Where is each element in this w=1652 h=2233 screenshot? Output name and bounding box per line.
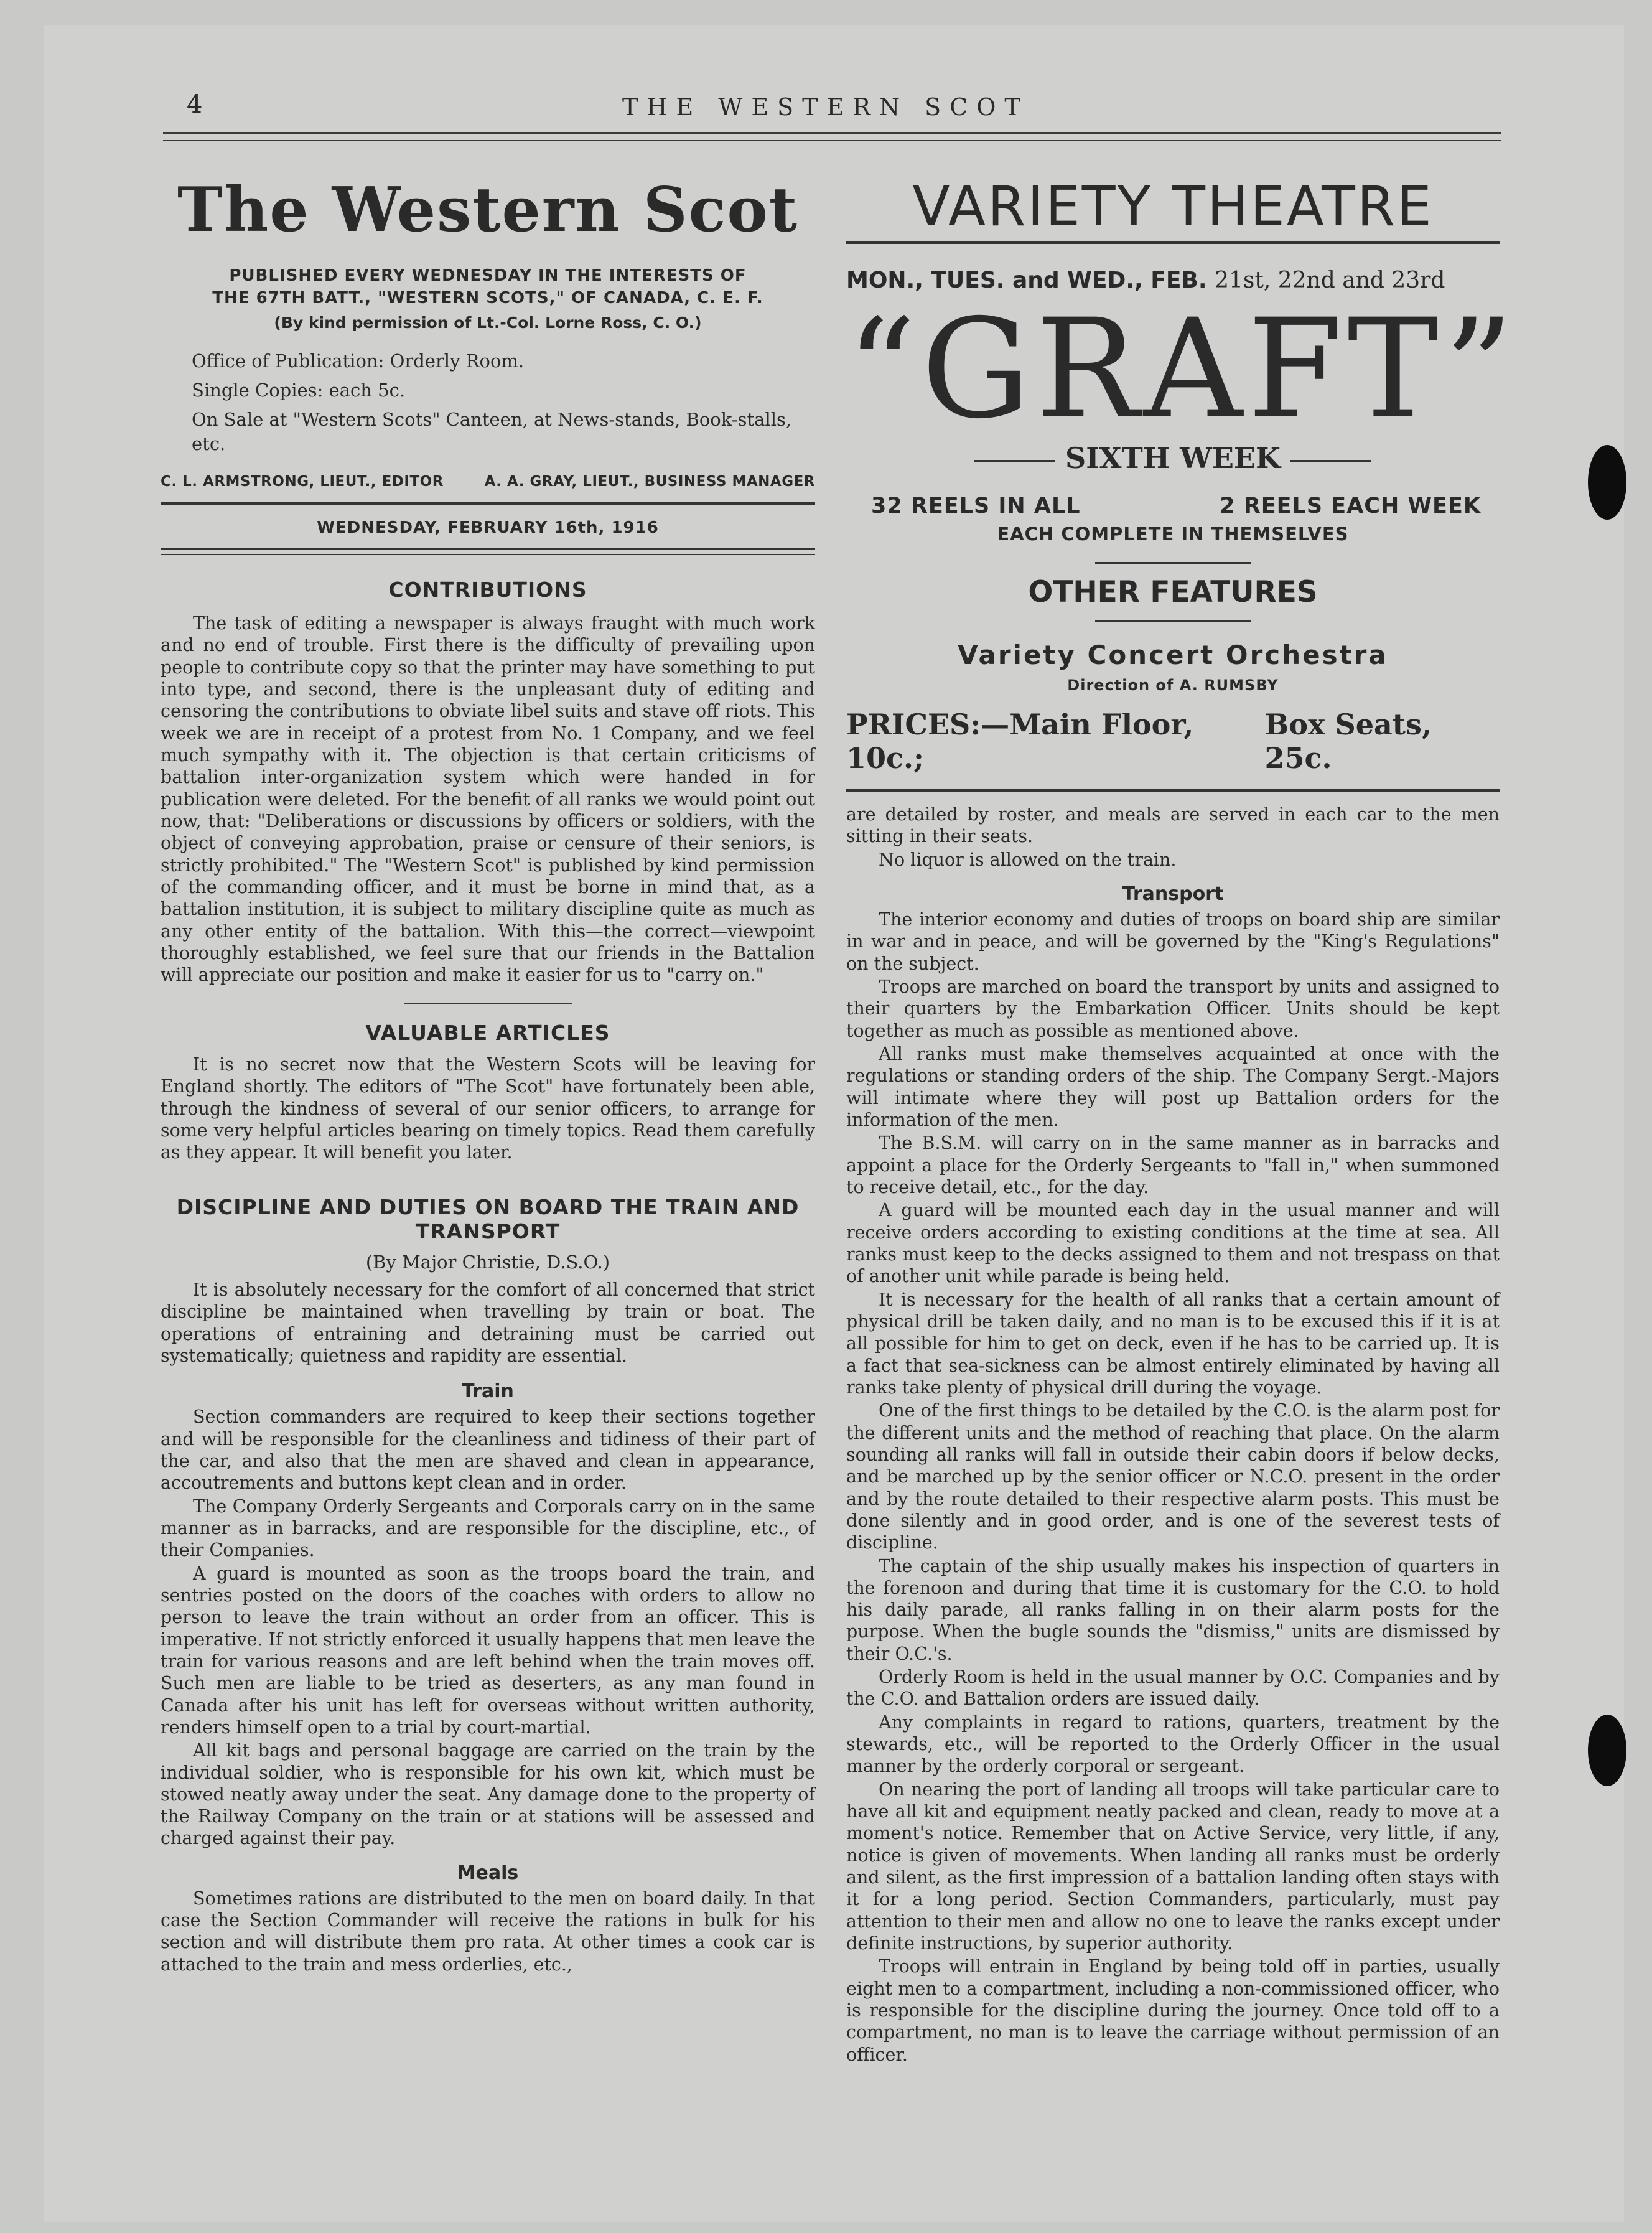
reels-line xyxy=(871,494,1481,518)
permission-line: (By kind permission of Lt.-Col. Lorne Ross, C. O.) xyxy=(274,313,702,332)
theatre-rule xyxy=(846,241,1500,244)
date-rule-thin xyxy=(161,554,815,555)
continued-paragraph: No liquor is allowed on the train. xyxy=(879,849,1177,870)
contributions-heading: CONTRIBUTIONS xyxy=(388,578,587,602)
meals-heading: Meals xyxy=(457,1861,519,1884)
train-paragraph: The Company Orderly Sergeants and Corporals carry on in the same manner as in barracks, and are responsible for the discipline, etc., of their Companies. xyxy=(161,1496,815,1561)
published-line-1: PUBLISHED EVERY WEDNESDAY IN THE INTERESTS OF xyxy=(229,266,747,285)
page-number: 4 xyxy=(187,90,203,119)
discipline-intro: It is absolutely necessary for the comfort of all concerned that strict discipline be maintained when travelling by train or boat. The operations of entraining and detraining must be carried out systematically; quietness and rapidity are essential. xyxy=(161,1279,815,1366)
issue-date: WEDNESDAY, FEBRUARY 16th, 1916 xyxy=(317,518,659,538)
train-heading: Train xyxy=(462,1380,514,1403)
transport-paragraph: Troops are marched on board the transport by units and assigned to their quarters by the Embarkation Officer. Units should be kept together as much as possible as mentioned above. xyxy=(846,976,1500,1041)
contributions-text: The task of editing a newspaper is always fraught with much work and no end of trouble. First there is the difficulty of prevailing upon people to contribute copy so that the printer may have something to put into type, and second, there is the unpleasant duty of editing and censoring the contributions to obviate libel suits and stave off riots. This week we are in receipt of a protest from No. 1 Company, and we feel much sympathy with it. The objection is that certain criticisms of battalion inter-organization system which were handed in for publication were deleted. For the benefit of all ranks we would point out now, that: "Deliberations or discussions by officers or soldiers, with the object of conveying approbation, praise or censure of their seniors, is strictly prohibited." The "Western Scot" is published by kind permission of the commanding officer, and it must be borne in mind that, as a battalion institution, it is subject to military discipline quite as much as any other entity of the battalion. With this—the correct—viewpoint thoroughly established, we feel sure that our friends in the Battalion will appreciate our position and make it easier for us to "carry on." xyxy=(161,612,815,986)
week-label: SIXTH WEEK xyxy=(1065,441,1281,475)
manager-credit: A. A. GRAY, LIEUT., BUSINESS MANAGER xyxy=(484,474,815,490)
transport-paragraph: On nearing the port of landing all troops will take particular care to have all kit and equipment neatly packed and clean, ready to move at a moment's notice. Remember that on Active Service, very little, if any, notice is given of movements. When landing all ranks must be orderly and silent, as the first impression of a battalion landing often stays with it for a long period. Section Commanders, particularly, must pay attention to their men and allow no one to leave the ranks except under definite instructions, by superior authority. xyxy=(846,1779,1500,1954)
copies-line: Single Copies: each 5c. xyxy=(192,379,406,401)
prices-main: PRICES:—Main Floor, 10c.; xyxy=(846,708,1194,775)
transport-paragraph: The B.S.M. will carry on in the same manner as in barracks and appoint a place for the Orderly Sergeants to "fall in," when summoned to receive detail, etc., for the day. xyxy=(846,1133,1500,1197)
transport-paragraph: A guard will be mounted each day in the usual manner and will receive orders according to existing conditions at the time at sea. All ranks must keep to the decks assigned to them and not trespass on that of another unit while parade is being held. xyxy=(846,1200,1500,1287)
date-rule xyxy=(161,548,815,550)
other-features: OTHER FEATURES xyxy=(1028,575,1318,609)
masthead-rule xyxy=(161,502,815,505)
orchestra-direction: Direction of A. RUMSBY xyxy=(1067,676,1279,694)
ad-bottom-rule xyxy=(846,789,1500,792)
transport-paragraph: It is necessary for the health of all ranks that a certain amount of physical drill be taken daily, and no man is to be excused this if it is at all possible for him to get on deck, even if he has to be carried up. It is a fact that sea-sickness can be almost entirely eliminated by having all ranks take plenty of physical drill during the voyage. xyxy=(846,1289,1500,1398)
section-divider xyxy=(404,1003,572,1004)
reels-weekly: 2 REELS EACH WEEK xyxy=(1220,494,1481,518)
show-date-range: 21st, 22nd and 23rd xyxy=(1215,268,1445,293)
office-line: Office of Publication: Orderly Room. xyxy=(192,350,525,372)
binding-hole-top xyxy=(1588,445,1626,520)
feature-title: “GRAFT” xyxy=(846,289,1519,449)
week-dash-left xyxy=(974,460,1055,462)
transport-paragraph: One of the first things to be detailed by the C.O. is the alarm post for the different units and the method of reaching that place. On the alarm sounding all ranks will fall in outside their cabin doors if below decks, and be marched up by the senior officer or N.C.O. present in the order and by the route detailed to their respective alarm posts. This must be done silently and in good order, and is one of the severest tests of discipline. xyxy=(846,1400,1500,1553)
binding-hole-bottom xyxy=(1588,1715,1626,1786)
meals-paragraph: Sometimes rations are distributed to the men on board daily. In that case the Section Commander will receive the rations in bulk for his section and will distribute them pro rata. At other times a cook car is attached to the train and mess orderlies, etc., xyxy=(161,1888,815,1975)
prices-box: Box Seats, 25c. xyxy=(1264,708,1432,775)
valuable-text: It is no secret now that the Western Scots will be leaving for England shortly. The editors of "The Scot" have fortunately been able, through the kindness of several of our senior officers, to arrange for some very helpful articles bearing on timely topics. Read them carefully as they appear. It will benefit you later. xyxy=(161,1054,815,1163)
running-title: THE WESTERN SCOT xyxy=(622,93,1029,121)
week-dash-right xyxy=(1290,460,1371,462)
show-days: MON., TUES. and WED., FEB. xyxy=(846,268,1207,293)
header-rule-thin xyxy=(163,140,1501,141)
transport-paragraph: Troops will entrain in England by being told off in parties, usually eight men to a compartment, including a non-commissioned officer, who is responsible for the discipline during the journey. Once told off to a compartment, no man is to leave the carriage without permission of an officer. xyxy=(846,1956,1500,2065)
left-column xyxy=(161,168,815,1977)
publication-info xyxy=(192,349,815,457)
transport-paragraph: The interior economy and duties of troops on board ship are similar in war and in peace, and will be governed by the "King's Regulations" on the subject. xyxy=(846,909,1500,974)
train-paragraph: All kit bags and personal baggage are carried on the train by the individual soldier, who is responsible for his own kit, which must be stowed neatly away under the seat. Any damage done to the property of the Railway Company on the train or at stations will be assessed and charged against their pay. xyxy=(161,1740,815,1849)
continued-paragraph: are detailed by roster, and meals are served in each car to the men sitting in their seats. xyxy=(846,804,1500,847)
valuable-heading: VALUABLE ARTICLES xyxy=(365,1020,610,1045)
prices-line xyxy=(846,708,1500,775)
features-rule-bottom xyxy=(1095,620,1251,622)
reels-total: 32 REELS IN ALL xyxy=(871,494,1081,518)
transport-paragraph: All ranks must make themselves acquainted at once with the regulations or standing orders of the ship. The Company Sergt.-Majors will intimate where they will post up Battalion orders for the information of the men. xyxy=(846,1043,1500,1130)
sale-line: On Sale at "Western Scots" Canteen, at News-stands, Book-stalls, etc. xyxy=(192,409,792,455)
published-line-2: THE 67TH BATT., "WESTERN SCOTS," OF CANADA, C. E. F. xyxy=(212,289,763,308)
transport-paragraph: The captain of the ship usually makes his inspection of quarters in the forenoon and during that time it is customary for the C.O. to hold his daily parade, all ranks falling in on their alarm posts for the purpose. When the bugle sounds the "dismiss," units are dismissed by their O.C.'s. xyxy=(846,1555,1500,1664)
each-complete: EACH COMPLETE IN THEMSELVES xyxy=(997,523,1349,545)
right-column xyxy=(846,168,1519,2067)
transport-heading: Transport xyxy=(1122,882,1224,905)
editor-credit: C. L. ARMSTRONG, LIEUT., EDITOR xyxy=(161,474,444,490)
discipline-byline: (By Major Christie, D.S.O.) xyxy=(365,1251,610,1273)
masthead-title: The Western Scot xyxy=(177,174,798,246)
train-paragraph: A guard is mounted as soon as the troops board the train, and sentries posted on the doors of the coaches with orders to allow no person to leave the train without an order from an officer. This is imperative. If not strictly enforced it usually happens that men leave the train for various reasons and are left behind when the train moves off. Such men are liable to be tried as deserters, as any man found in Canada after his unit has left for overseas without written authority, renders himself open to a trial by court-martial. xyxy=(161,1563,815,1738)
transport-paragraph: Any complaints in regard to rations, quarters, treatment by the stewards, etc., will be reported to the Orderly Officer in the usual manner by the orderly corporal or sergeant. xyxy=(846,1711,1500,1777)
officers-line xyxy=(161,474,815,490)
header-rule xyxy=(163,132,1501,134)
theatre-title: VARIETY THEATRE xyxy=(912,174,1434,238)
features-rule-top xyxy=(1095,562,1251,564)
orchestra-name: Variety Concert Orchestra xyxy=(958,640,1388,670)
transport-paragraph: Orderly Room is held in the usual manner by O.C. Companies and by the C.O. and Battalion orders are issued daily. xyxy=(846,1667,1500,1710)
discipline-heading: DISCIPLINE AND DUTIES ON BOARD THE TRAIN AND TRANSPORT xyxy=(176,1194,800,1244)
train-paragraph: Section commanders are required to keep their sections together and will be responsible for the cleanliness and tidiness of their part of the car, and also that the men are shaved and clean in appearance, accoutrements and buttons kept clean and in order. xyxy=(161,1407,815,1494)
